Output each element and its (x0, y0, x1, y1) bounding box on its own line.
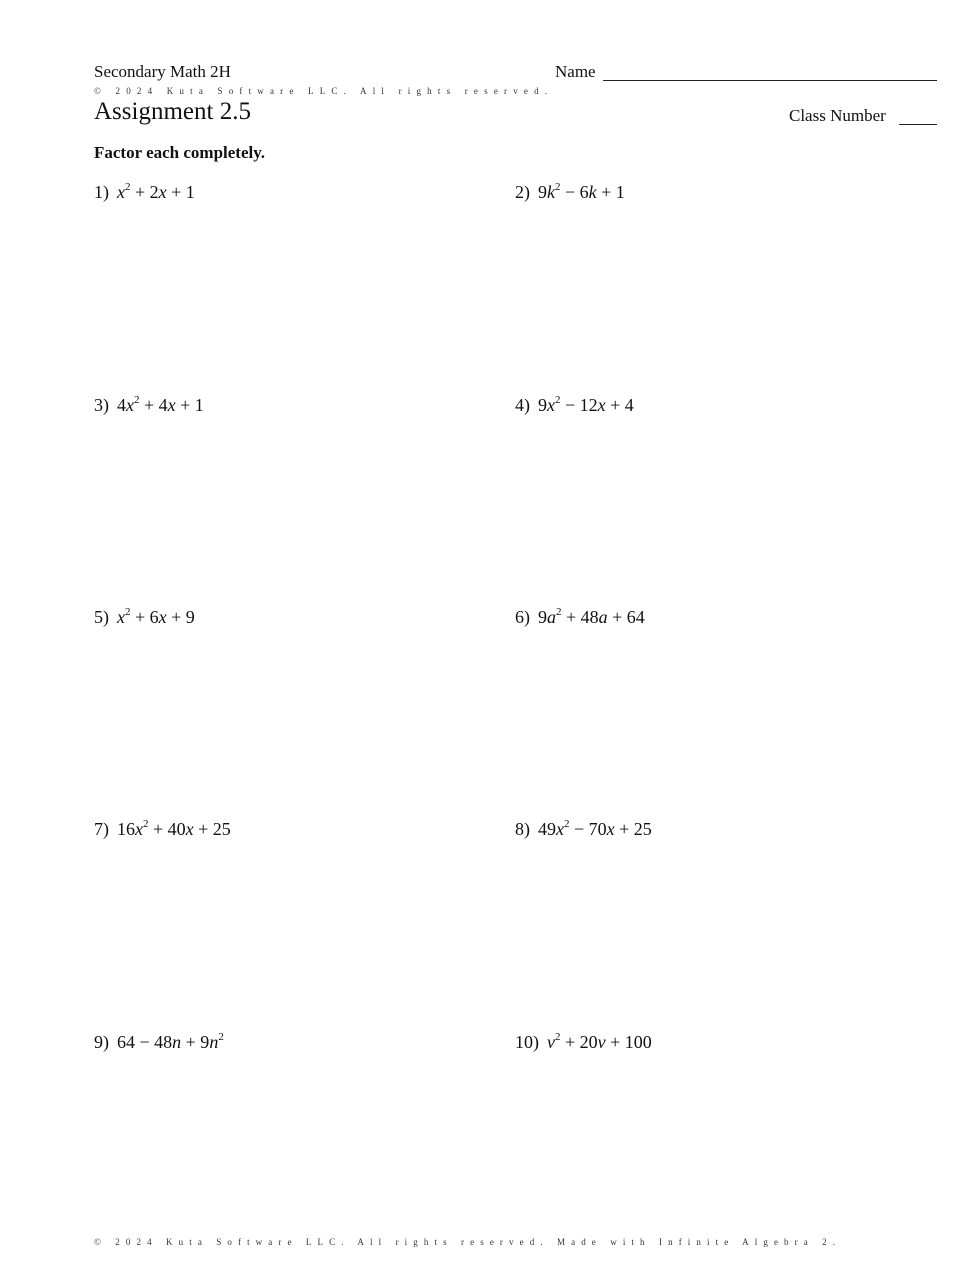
problem-expression: $4x^2 + 4x + 1$ (117, 394, 204, 415)
class-number-blank-line (899, 124, 937, 125)
problem-number: 8) (515, 819, 530, 839)
problem-6 (515, 607, 645, 628)
problem-3 (94, 395, 204, 416)
footer-copyright: © 2024 Kuta Software LLC. All rights reserved. Made with Infinite Algebra 2. (94, 1237, 842, 1247)
problem-number: 7) (94, 819, 109, 839)
problem-expression: $9a^2 + 48a + 64$ (538, 606, 645, 627)
problem-number: 6) (515, 607, 530, 627)
course-name: Secondary Math 2H (94, 62, 231, 81)
problem-7 (94, 819, 231, 840)
problem-5 (94, 607, 195, 628)
problem-expression: $49x^2 - 70x + 25$ (538, 818, 652, 839)
problem-2 (515, 182, 625, 203)
problem-number: 10) (515, 1032, 539, 1052)
problem-expression: $64 - 48n + 9n^2$ (117, 1031, 224, 1052)
problem-expression: $x^2 + 6x + 9$ (117, 606, 195, 627)
assignment-title: Assignment 2.5 (94, 98, 251, 125)
problem-number: 1) (94, 182, 109, 202)
problem-expression: $9x^2 - 12x + 4$ (538, 394, 634, 415)
problem-expression: $9k^2 - 6k + 1$ (538, 181, 625, 202)
class-number-label: Class Number (789, 106, 886, 125)
problem-1 (94, 182, 195, 203)
problem-number: 2) (515, 182, 530, 202)
name-label: Name (555, 62, 596, 81)
instructions: Factor each completely. (94, 143, 266, 162)
problem-4 (515, 395, 634, 416)
problem-number: 9) (94, 1032, 109, 1052)
name-blank-line (603, 80, 937, 81)
problem-expression: $16x^2 + 40x + 25$ (117, 818, 231, 839)
problem-number: 5) (94, 607, 109, 627)
problem-10 (515, 1032, 652, 1053)
problem-8 (515, 819, 652, 840)
problem-expression: $x^2 + 2x + 1$ (117, 181, 195, 202)
problem-expression: $v^2 + 20v + 100$ (547, 1031, 652, 1052)
problem-9 (94, 1032, 224, 1053)
problem-number: 4) (515, 395, 530, 415)
header-copyright: © 2024 Kuta Software LLC. All rights reserved. (94, 86, 554, 96)
problem-number: 3) (94, 395, 109, 415)
